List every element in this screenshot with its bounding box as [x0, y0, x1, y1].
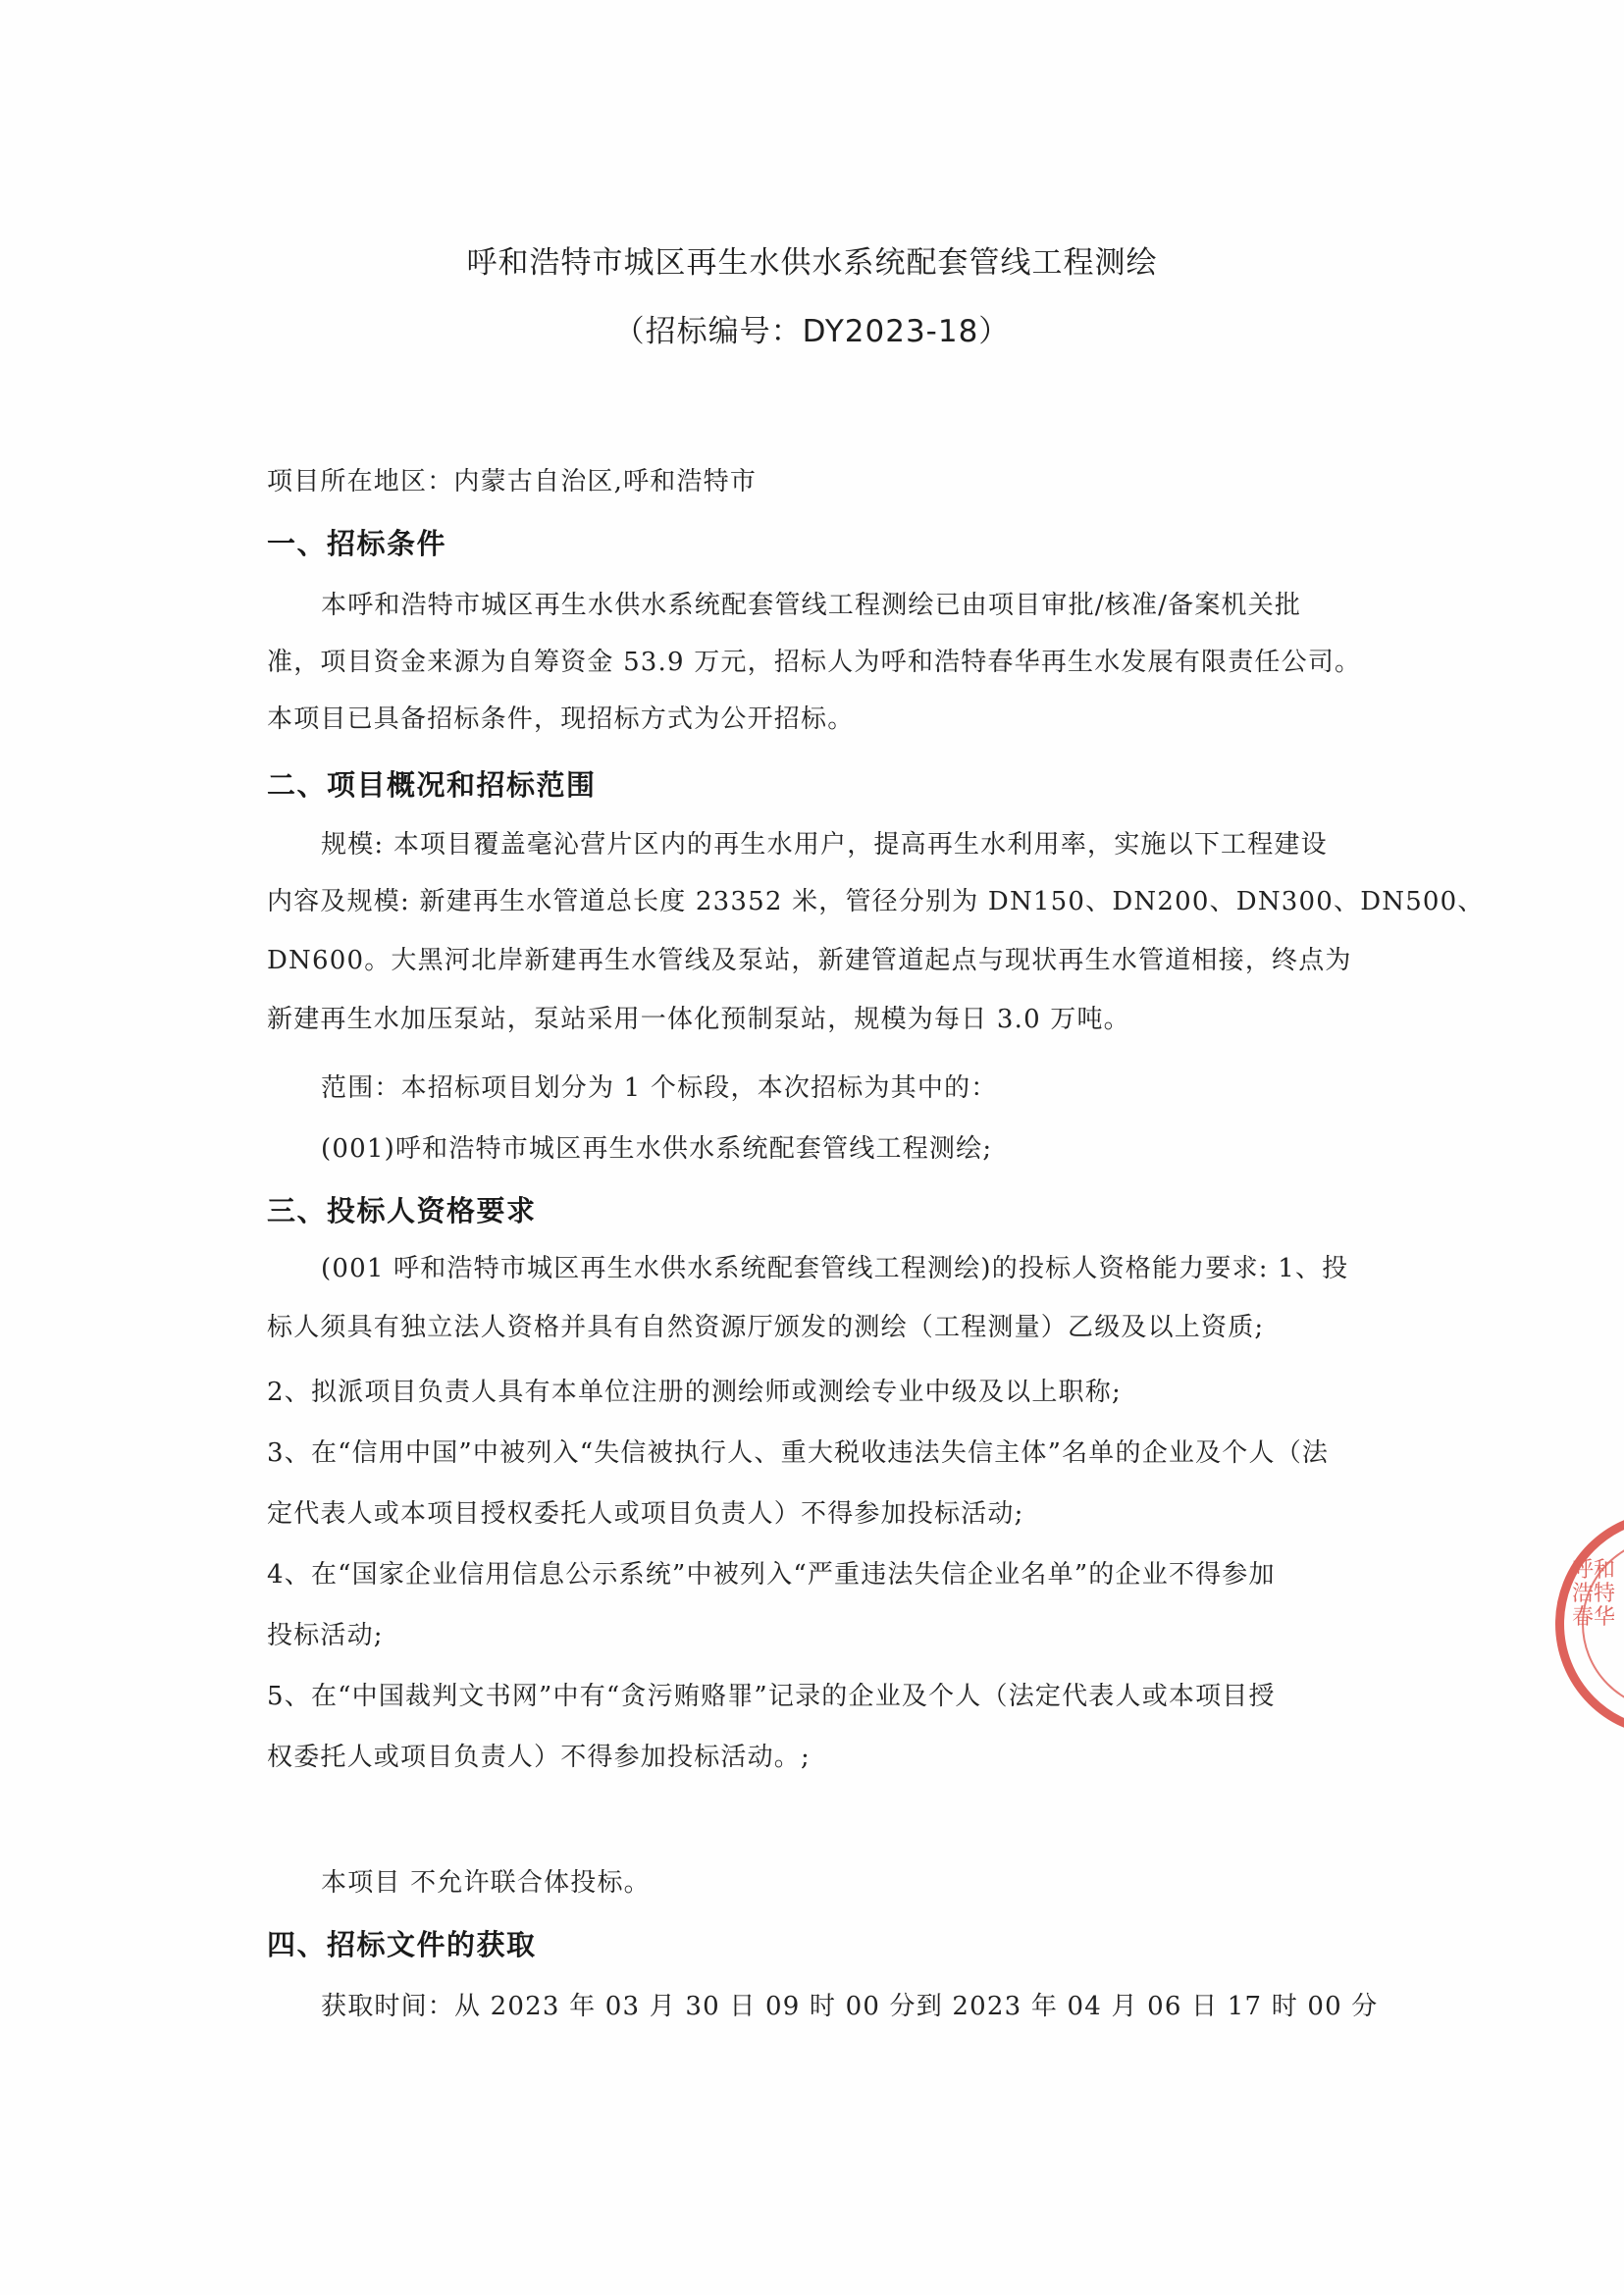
paragraph-line: 定代表人或本项目授权委托人或项目负责人）不得参加投标活动; — [267, 1499, 1024, 1529]
paragraph-line: 本项目已具备招标条件，现招标方式为公开招标。 — [267, 704, 855, 734]
paragraph-line: 内容及规模: 新建再生水管道总长度 23352 米，管径分别为 DN150、DN200、DN300、DN500、 — [267, 887, 1485, 916]
acquisition-time: 获取时间：从 2023 年 03 月 30 日 09 时 00 分到 2023 年 04 月 06 日 17 时 00 分 — [321, 1992, 1379, 2021]
project-location: 项目所在地区：内蒙古自治区,呼和浩特市 — [267, 467, 758, 496]
document-title: 呼和浩特市城区再生水供水系统配套管线工程测绘 — [466, 245, 1158, 281]
section-heading-project-overview: 二、项目概况和招标范围 — [267, 768, 597, 802]
paragraph-line: 标人须具有独立法人资格并具有自然资源厅颁发的测绘（工程测量）乙级及以上资质; — [267, 1313, 1265, 1342]
paragraph-line: (001 呼和浩特市城区再生水供水系统配套管线工程测绘)的投标人资格能力要求: 1、投 — [321, 1254, 1349, 1283]
section-heading-document-acquisition: 四、招标文件的获取 — [267, 1928, 537, 1961]
seal-text: 呼和浩特春华 — [1572, 1558, 1616, 1630]
paragraph-line: 范围：本招标项目划分为 1 个标段，本次招标为其中的： — [321, 1073, 998, 1103]
paragraph-line: 2、拟派项目负责人具有本单位注册的测绘师或测绘专业中级及以上职称; — [267, 1378, 1122, 1407]
paragraph-line: 5、在“中国裁判文书网”中有“贪污贿赂罪”记录的企业及个人（法定代表人或本项目授 — [267, 1682, 1276, 1711]
paragraph-line: 新建再生水加压泵站，泵站采用一体化预制泵站，规模为每日 3.0 万吨。 — [267, 1005, 1130, 1034]
paragraph-line: 投标活动; — [267, 1621, 384, 1650]
paragraph-line: 权委托人或项目负责人）不得参加投标活动。; — [267, 1743, 811, 1772]
paragraph-line: 3、在“信用中国”中被列入“失信被执行人、重大税收违法失信主体”名单的企业及个人（法 — [267, 1438, 1330, 1468]
paragraph-line: (001)呼和浩特市城区再生水供水系统配套管线工程测绘; — [321, 1134, 993, 1164]
paragraph-line: 规模: 本项目覆盖毫沁营片区内的再生水用户，提高再生水利用率，实施以下工程建设 — [321, 830, 1328, 860]
paragraph-line: 本项目 不允许联合体投标。 — [321, 1868, 651, 1898]
paragraph-line: DN600。大黑河北岸新建再生水管线及泵站，新建管道起点与现状再生水管道相接，终点为 — [267, 946, 1352, 975]
section-heading-bidder-qualifications: 三、投标人资格要求 — [267, 1194, 537, 1227]
official-seal-icon — [1555, 1511, 1624, 1737]
paragraph-line: 4、在“国家企业信用信息公示系统”中被列入“严重违法失信企业名单”的企业不得参加 — [267, 1560, 1276, 1590]
tender-number: （招标编号：DY2023-18） — [613, 314, 1011, 349]
paragraph-line: 本呼和浩特市城区再生水供水系统配套管线工程测绘已由项目审批/核准/备案机关批 — [321, 591, 1302, 620]
section-heading-bidding-conditions: 一、招标条件 — [267, 527, 447, 560]
paragraph-line: 准，项目资金来源为自筹资金 53.9 万元，招标人为呼和浩特春华再生水发展有限责任公司。 — [267, 648, 1362, 677]
